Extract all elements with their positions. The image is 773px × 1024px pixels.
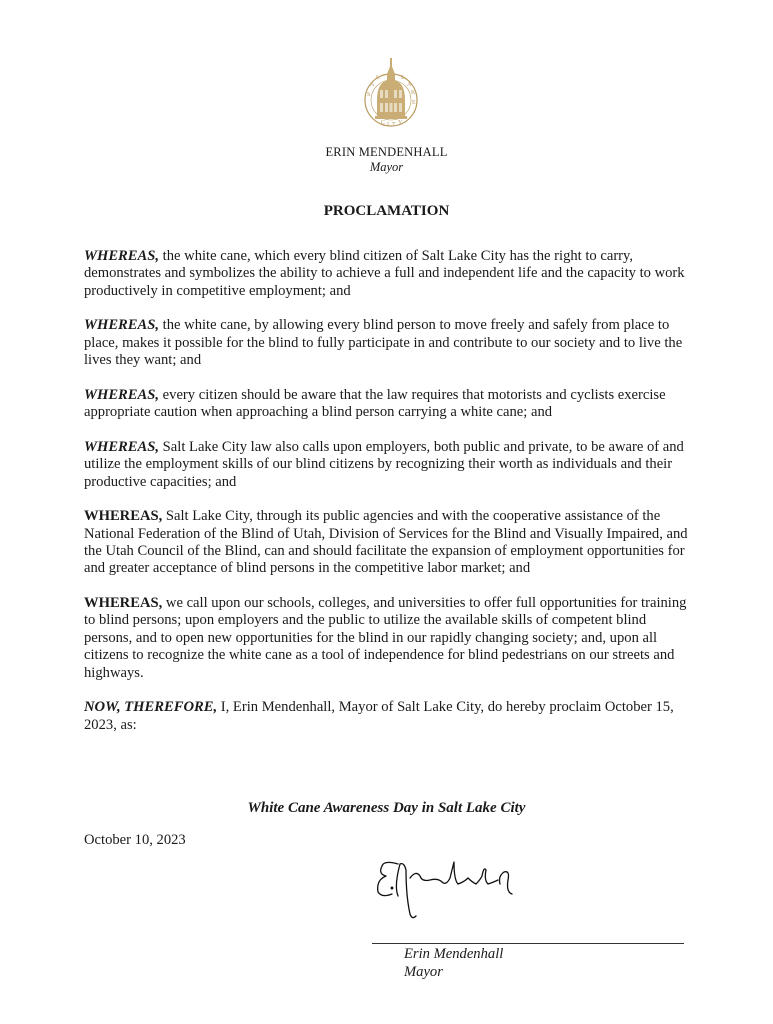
svg-text:E: E: [412, 100, 416, 106]
whereas-paragraph: [84, 248, 694, 300]
signer-title: Mayor: [404, 964, 443, 980]
paragraph-lead: WHEREAS,: [84, 317, 160, 334]
now-therefore-paragraph: [84, 699, 694, 734]
handwritten-signature-icon: [372, 856, 532, 926]
document-heading: PROCLAMATION: [323, 203, 450, 219]
official-name: ERIN MENDENHALL: [325, 145, 448, 159]
whereas-paragraph: [84, 387, 694, 422]
whereas-paragraph: [84, 317, 694, 369]
proclaimed-day-title: White Cane Awareness Day in Salt Lake City: [247, 800, 526, 816]
paragraph-text: we call upon our schools, colleges, and universities to offer full opportunities for training to blind persons; upon employers and the public to utilize the available skills of competent blind persons, and to open new opportunities for the blind in our rapidly changing society; and, upon all citizens to recognize the white cane as a tool of independence for blind pedestrians on our streets and highways.: [84, 595, 687, 681]
svg-text:L: L: [376, 75, 380, 81]
svg-text:T: T: [392, 122, 396, 128]
paragraph-text: the white cane, which every blind citizen of Salt Lake City has the right to carry, demonstrates and symbolizes the ability to achieve a full and independent life and the capacity to work productively in competitive employment; and: [84, 248, 685, 299]
proclamation-body: [84, 248, 694, 751]
paragraph-text: the white cane, by allowing every blind person to move freely and safely from place to place, makes it possible for the blind to fully participate in and contribute to our society and to live the lives they want; and: [84, 317, 683, 369]
paragraph-text: Salt Lake City, through its public agencies and with the cooperative assistance of the National Federation of the Blind of Utah, Division of Services for the Blind and Visually Impaired, and the Utah Council of the Blind, can and should facilitate the expansion of employment opportunities for and greater acceptance of blind persons in the competitive labor market; and: [84, 508, 688, 577]
paragraph-lead: WHEREAS,: [84, 595, 163, 612]
svg-text:A: A: [370, 82, 375, 88]
svg-text:S: S: [367, 92, 371, 98]
signature-line: [372, 943, 684, 944]
signer-name: Erin Mendenhall: [404, 946, 504, 962]
salt-lake-city-seal-icon: [361, 56, 421, 130]
svg-text:A: A: [407, 82, 412, 88]
svg-text:I: I: [387, 122, 389, 128]
proclamation-date: October 10, 2023: [84, 832, 186, 848]
whereas-paragraph: [84, 439, 694, 491]
official-title: Mayor: [369, 160, 404, 174]
paragraph-lead: WHEREAS,: [84, 508, 163, 525]
svg-text:C: C: [381, 120, 386, 126]
svg-text:L: L: [401, 75, 405, 81]
paragraph-text: I, Erin Mendenhall, Mayor of Salt Lake City, do hereby proclaim October 15, 2023, as:: [84, 699, 674, 733]
svg-text:K: K: [411, 90, 416, 96]
whereas-paragraph: [84, 508, 694, 578]
paragraph-lead: WHEREAS,: [84, 248, 160, 264]
svg-text:Y: Y: [398, 120, 403, 126]
whereas-paragraph: [84, 595, 694, 682]
paragraph-text: every citizen should be aware that the law requires that motorists and cyclists exercise appropriate caution when approaching a blind person carrying a white cane; and: [84, 386, 666, 421]
paragraph-text: Salt Lake City law also calls upon employers, both public and private, to be aware of and utilize the employment skills of our blind citizens by recognizing their worth as individuals and their productive capacities; and: [84, 438, 684, 490]
paragraph-lead: NOW, THEREFORE,: [84, 699, 218, 716]
paragraph-lead: WHEREAS,: [84, 386, 160, 403]
paragraph-lead: WHEREAS,: [84, 438, 160, 455]
